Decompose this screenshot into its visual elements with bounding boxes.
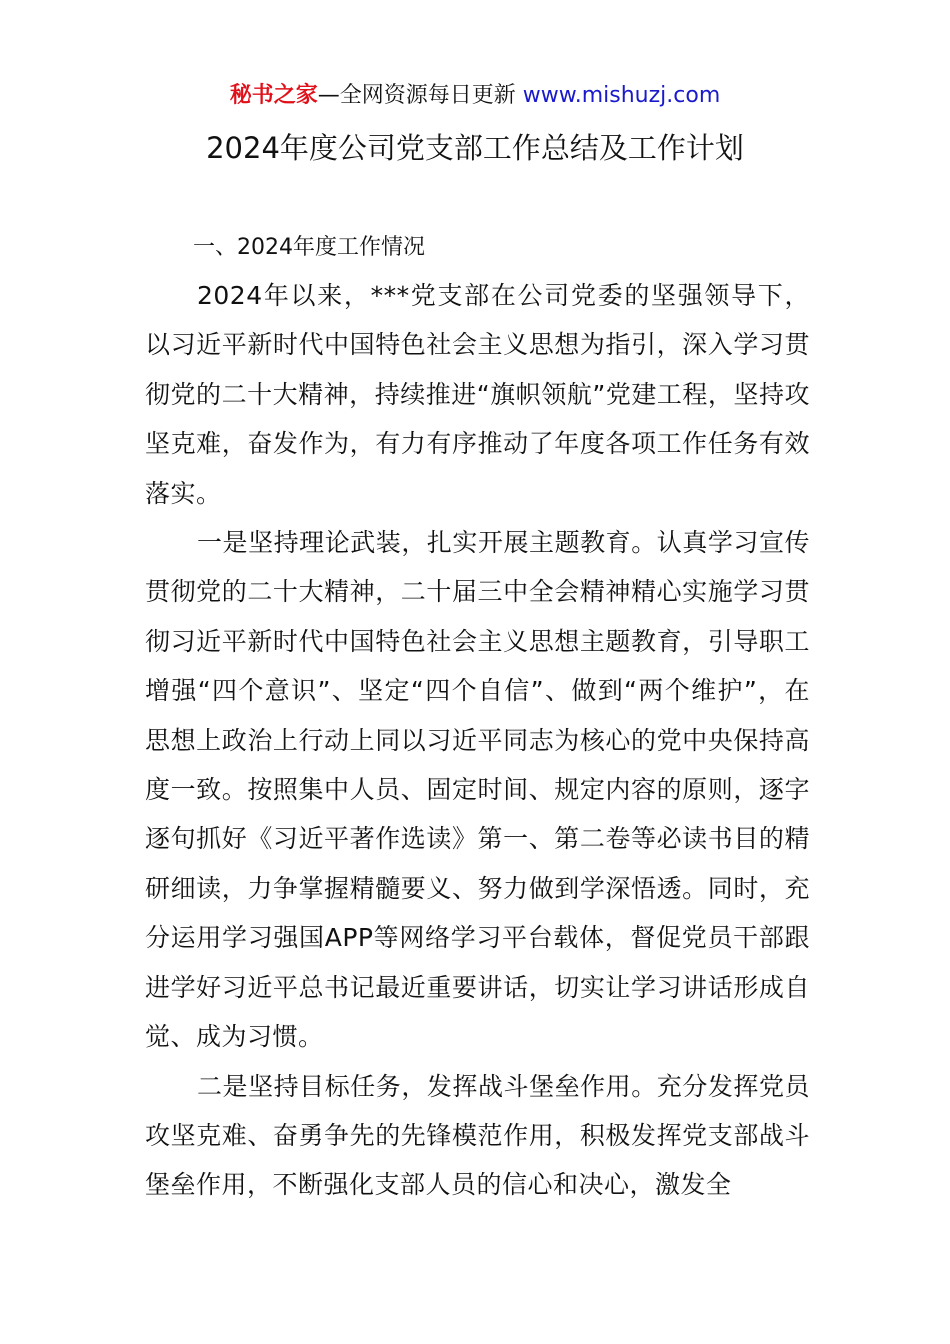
section-heading: 一、2024年度工作情况 [193,235,425,260]
paragraph-goal-tasks: 二是坚持目标任务，发挥战斗堡垒作用。充分发挥党员攻坚克难、奋勇争先的先锋模范作用，积极发挥党支部战斗堡垒作用，不断强化支部人员的信心和决心，激发全 [145,1071,810,1200]
site-tagline: —全网资源每日更新 [317,83,516,108]
site-header [0,80,950,112]
paragraph-theory-study: 一是坚持理论武装，扎实开展主题教育。认真学习宣传贯彻党的二十大精神，二十届三中全会精神精心实施学习贯彻习近平新时代中国特色社会主义思想主题教育，引导职工增强“四个意识”、坚定“四个自信”、做到“两个维护”，在思想上政治上行动上同以习近平同志为核心的党中央保持高度一致。按照集中人员、固定时间、规定内容的原则，逐字逐句抓好《习近平著作选读》第一、第二卷等必读书目的精研细读，力争掌握精髓要义、努力做到学深悟透。同时，充分运用学习强国APP等网络学习平台载体，督促党员干部跟进学好习近平总书记最近重要讲话，切实让学习讲话形成自觉、成为习惯。 [145,528,810,1052]
site-url-link[interactable]: www.mishuzj.com [522,83,721,108]
paragraph-intro: 2024年以来，***党支部在公司党委的坚强领导下，以习近平新时代中国特色社会主义思想为指引，深入学习贯彻党的二十大精神，持续推进“旗帜领航”党建工程，坚持攻坚克难，奋发作为，有力有序推动了年度各项工作任务有效落实。 [145,281,810,508]
document-title: 2024年度公司党支部工作总结及工作计划 [206,131,744,165]
site-name: 秘书之家 [229,83,318,108]
document-body [145,225,810,1210]
